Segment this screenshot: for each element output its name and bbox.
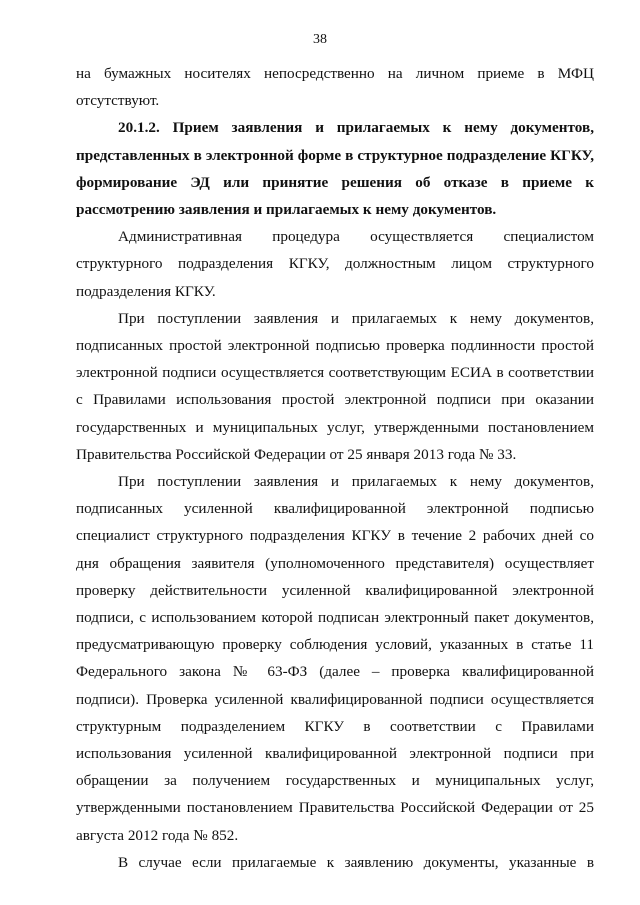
paragraph-simple-signature: При поступлении заявления и прилагаемых к нему документов, подписанных простой электронной подписью проверка подлинности простой электронной подписи осуществляется соответствующим ЕСИА в соответствии с Правилами использования простой электронной подписи при оказании государственных и муниципальных услуг, утвержденными постановлением Правительства Российской Федерации от 25 января 2013 года № 33. bbox=[76, 309, 594, 463]
paragraph-continuation: на бумажных носителях непосредственно на личном приеме в МФЦ отсутствуют. bbox=[76, 65, 594, 110]
document-body bbox=[76, 60, 594, 876]
section-heading: 20.1.2. Прием заявления и прилагаемых к нему документов, представленных в электронной форме в структурное подразделение КГКУ, формирование ЭД или принятие решения об отказе в приеме к рассмотрению заявления и прилагаемых к нему документов. bbox=[76, 119, 594, 219]
paragraph-qualified-signature: При поступлении заявления и прилагаемых к нему документов, подписанных усиленной квалифицированной электронной подписью специалист структурного подразделения КГКУ в течение 2 рабочих дней со дня обращения заявителя (уполномоченного представителя) осуществляет проверку действительности усиленной квалифицированной электронной подписи, с использованием которой подписан электронный пакет документов, предусматривающую проверку соблюдения условий, указанных в статье 11 Федерального закона № 63-ФЗ (далее – проверка квалифицированной подписи). Проверка усиленной квалифицированной подписи осуществляется структурным подразделением КГКУ в соответствии с Правилами использования усиленной квалифицированной электронной подписи при обращении за получением государственных и муниципальных услуг, утвержденными постановлением Правительства Российской Федерации от 25 августа 2012 года № 852. bbox=[76, 473, 594, 844]
page-number: 38 bbox=[313, 32, 327, 47]
paragraph-documents-case: В случае если прилагаемые к заявлению документы, указанные в bbox=[118, 853, 594, 871]
paragraph-procedure: Административная процедура осуществляется специалистом структурного подразделения КГКУ, должностным лицом структурного подразделения КГКУ. bbox=[76, 228, 594, 300]
